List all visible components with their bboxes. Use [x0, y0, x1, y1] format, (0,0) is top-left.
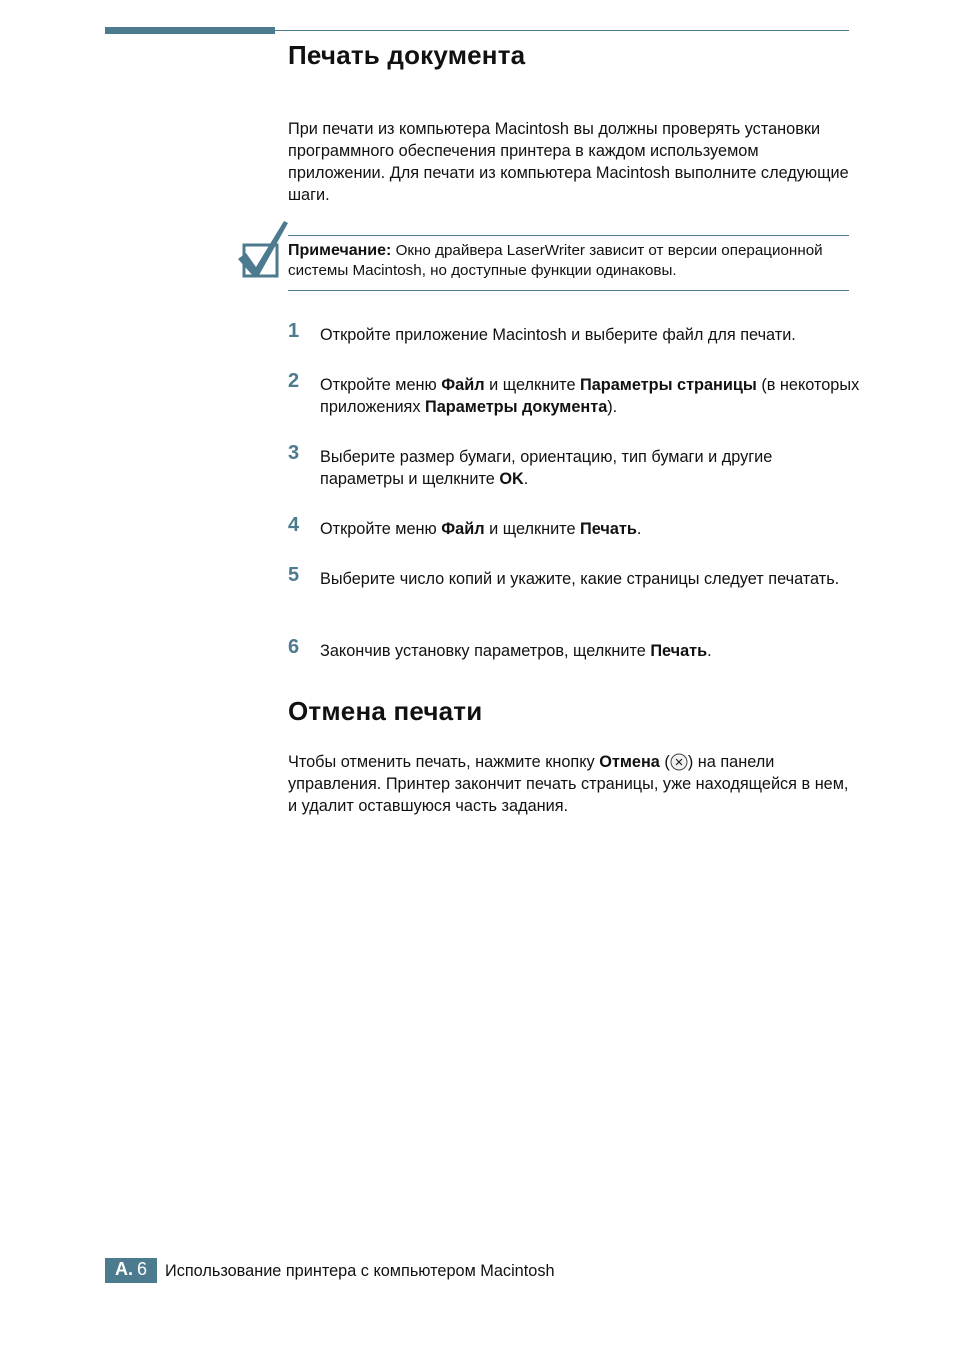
footer-chapter-title: Использование принтера с компьютером Macintosh — [165, 1262, 555, 1280]
step-text: Выберите размер бумаги, ориентацию, тип бумаги и другие параметры и щелкните OK. — [320, 448, 773, 488]
note-text — [288, 241, 858, 281]
note-body: Окно драйвера LaserWriter зависит от версии операционной системы Macintosh, но доступные функции одинаковы. — [288, 242, 823, 279]
step-number: 1 — [288, 320, 300, 342]
note-bottom-rule — [288, 290, 849, 291]
step-number: 2 — [288, 370, 300, 392]
note-label: Примечание: — [288, 242, 392, 259]
step-number: 3 — [288, 442, 300, 464]
section-title-cancel-print: Отмена печати — [288, 696, 483, 726]
step-number: 4 — [288, 514, 300, 536]
step-text: Откройте приложение Macintosh и выберите файл для печати. — [320, 326, 796, 344]
header-rule-thick — [105, 27, 275, 34]
checkmark-note-icon — [234, 219, 290, 281]
cancel-button-name: Отмена — [599, 753, 660, 771]
step-text: Откройте меню Файл и щелкните Печать. — [320, 520, 642, 538]
step-number: 6 — [288, 636, 300, 658]
step-number: 5 — [288, 564, 300, 586]
page-number: 6 — [137, 1259, 148, 1279]
cancel-paragraph: Чтобы отменить печать, нажмите кнопку Отмена ( ) на панели управления. Принтер закончит печать страницы, уже находящейся в нем, и удалит оставшуюся часть задания. — [288, 753, 849, 815]
header-rule-thin — [275, 30, 849, 31]
intro-paragraph: При печати из компьютера Macintosh вы должны проверять установки программного обеспечения принтера в каждом используемом приложении. Для печати из компьютера Macintosh выполните следующие шаги. — [288, 120, 849, 204]
chapter-letter: A. — [115, 1259, 133, 1279]
step-text: Закончив установку параметров, щелкните Печать. — [320, 642, 712, 660]
step-text: Откройте меню Файл и щелкните Параметры страницы (в некоторых приложениях Параметры документа). — [320, 376, 860, 416]
section-title-print-document: Печать документа — [288, 40, 526, 70]
page-number-badge — [105, 1258, 157, 1283]
note-top-rule — [288, 235, 849, 236]
cancel-x-icon — [670, 753, 688, 771]
step-text: Выберите число копий и укажите, какие страницы следует печатать. — [320, 570, 840, 588]
